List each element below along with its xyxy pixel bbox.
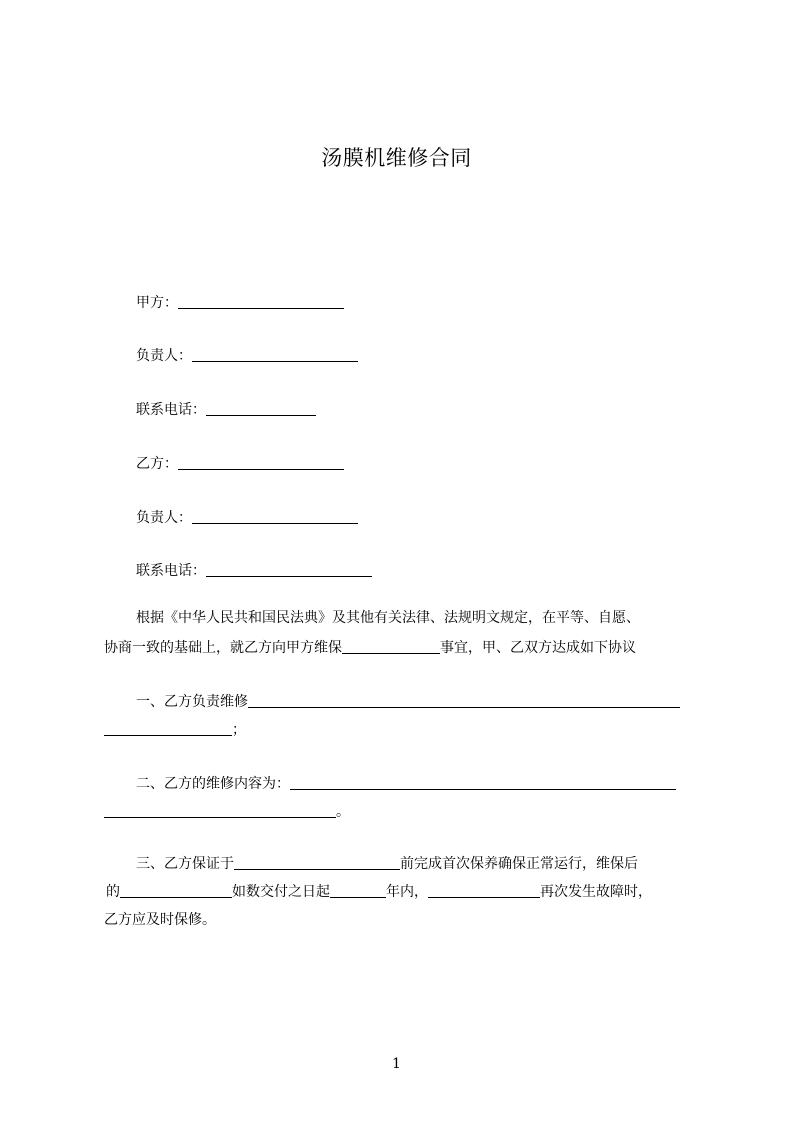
party-b-phone-label: 联系电话： [136, 563, 206, 579]
party-a-phone-blank[interactable] [206, 401, 316, 416]
party-b-phone-blank[interactable] [206, 562, 372, 577]
page-number: 1 [392, 1056, 401, 1072]
clause-3-line-3: 乙方应及时保修。 [104, 912, 216, 928]
clause-2-line-1 [136, 770, 676, 798]
intro-line-1: 根据《中华人民共和国民法典》及其他有关法律、法规明文规定，在平等、自愿、 [136, 610, 640, 626]
intro-line-2 [104, 634, 636, 662]
clause-3-item-blank[interactable] [120, 883, 232, 898]
party-b-blank[interactable] [178, 455, 344, 470]
clause-3-line-2 [106, 878, 652, 906]
clause-3-date-blank[interactable] [234, 855, 400, 870]
clause-3-text-a: 三、乙方保证于 [136, 856, 234, 872]
intro-text-b: 事宜，甲、乙双方达成如下协议 [440, 640, 636, 656]
clause-3-text-e: 年内， [386, 884, 428, 900]
party-a-phone-field [136, 399, 316, 419]
clause-3-years-blank[interactable] [330, 883, 386, 898]
clause-2-text: 二、乙方的维修内容为： [136, 776, 290, 792]
clause-3-condition-blank[interactable] [428, 883, 540, 898]
party-b-person-blank[interactable] [192, 509, 358, 524]
party-a-phone-label: 联系电话： [136, 402, 206, 418]
clause-2-blank-a[interactable] [290, 775, 676, 790]
clause-3-text-d: 如数交付之日起 [232, 884, 330, 900]
clause-3-text-b: 前完成首次保养确保正常运行，维保后 [400, 856, 638, 872]
party-b-person-label: 负责人： [136, 510, 192, 526]
intro-text-a: 协商一致的基础上，就乙方向甲方维保 [104, 640, 342, 656]
party-b-person-field [136, 507, 358, 527]
clause-1-end: ； [232, 722, 246, 738]
clause-3-text-c: 的 [106, 884, 120, 900]
party-a-person-blank[interactable] [192, 347, 358, 362]
clause-1-line-2 [104, 716, 246, 744]
clause-1-text: 一、乙方负责维修 [136, 694, 248, 710]
party-b-phone-field [136, 560, 372, 580]
clause-2-line-2 [104, 798, 350, 826]
clause-1-line-1 [136, 688, 680, 716]
party-a-label: 甲方： [136, 295, 178, 311]
clause-1-blank-b[interactable] [104, 721, 232, 736]
party-b-field [136, 453, 344, 473]
document-title: 汤膜机维修合同 [321, 146, 472, 170]
party-a-person-field [136, 345, 358, 365]
party-a-field [136, 292, 344, 312]
party-a-blank[interactable] [178, 294, 344, 309]
clause-3-line-1 [136, 850, 638, 878]
clause-2-end: 。 [336, 804, 350, 820]
clause-2-blank-b[interactable] [104, 803, 336, 818]
party-b-label: 乙方： [136, 456, 178, 472]
clause-1-blank-a[interactable] [248, 693, 680, 708]
party-a-person-label: 负责人： [136, 348, 192, 364]
maintenance-item-blank[interactable] [342, 639, 440, 654]
clause-3-text-f: 再次发生故障时， [540, 884, 652, 900]
